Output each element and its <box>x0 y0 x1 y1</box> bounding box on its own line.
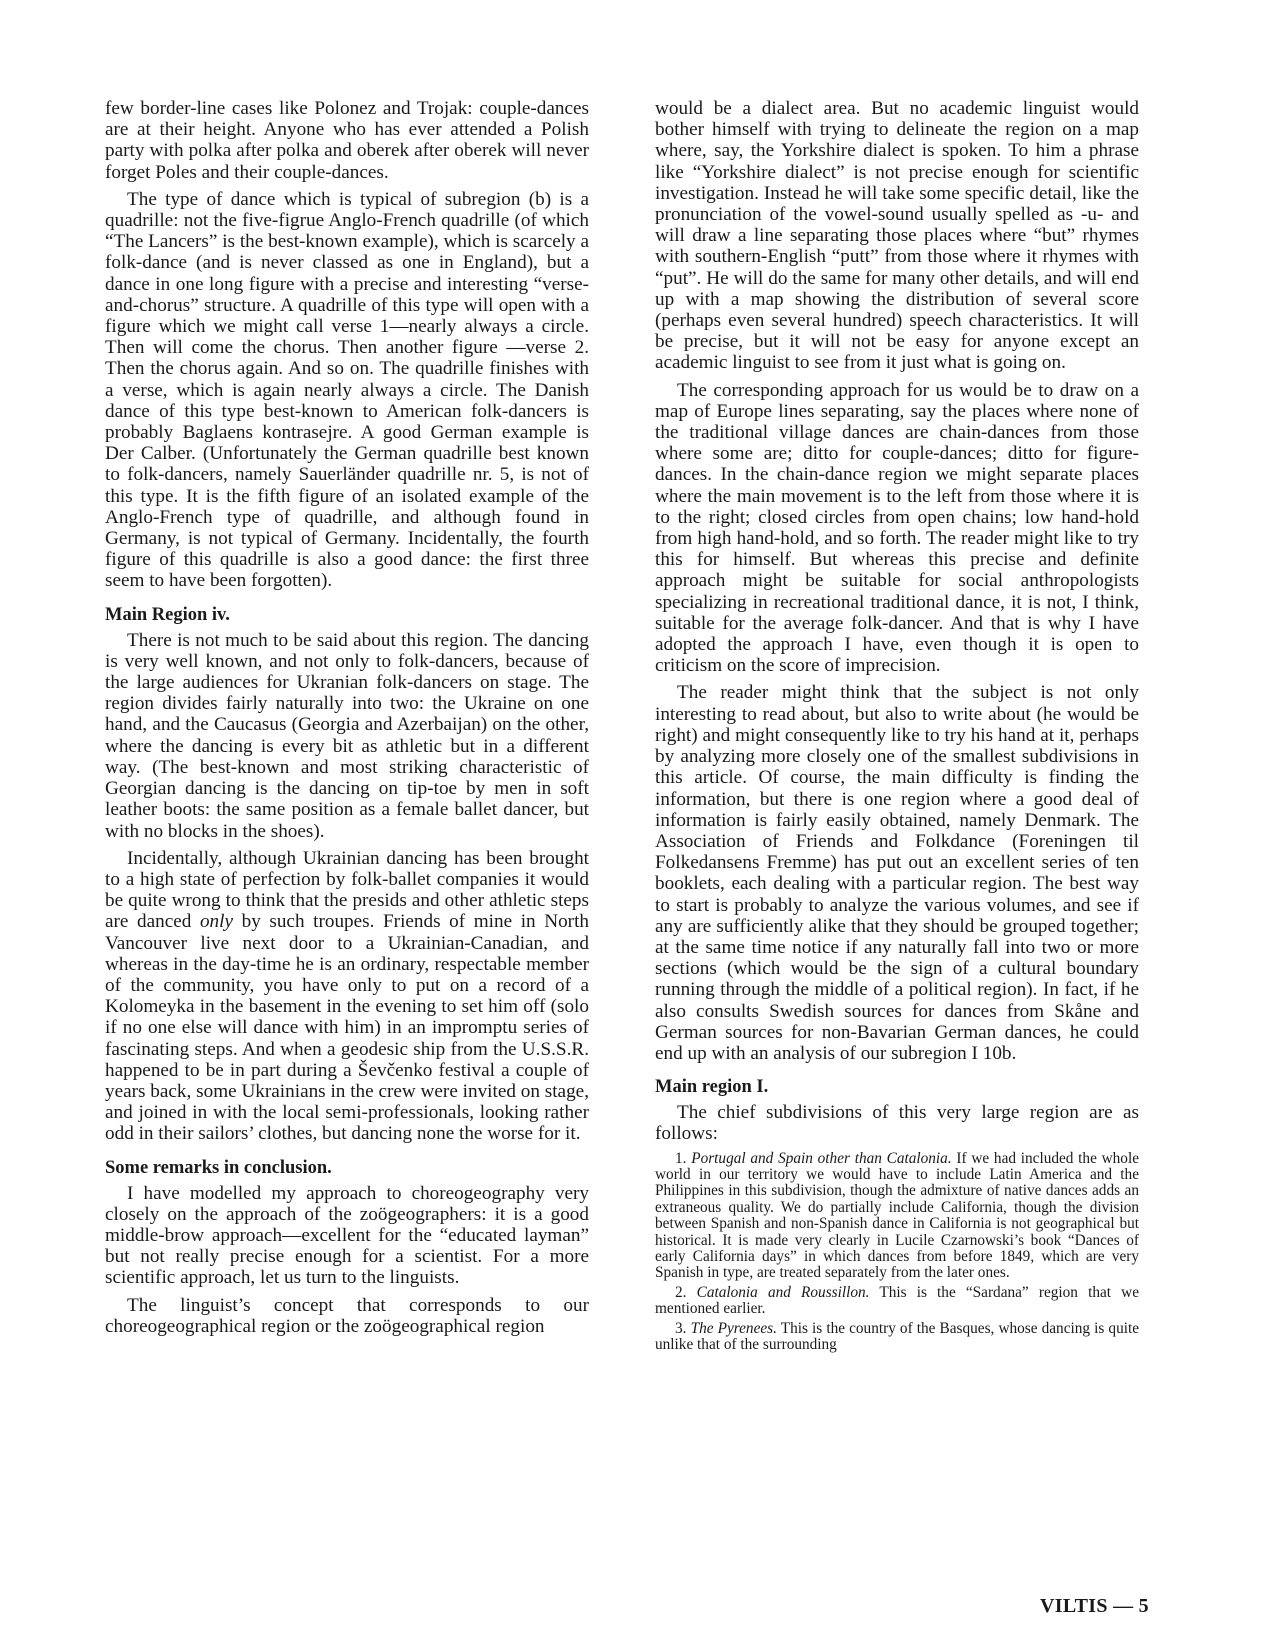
text-run: Incidentally, although Ukrainian dancing has been brought to a high state of perfection by folk-ballet companies it would be quite wrong to think that the presids and other athletic steps are danced <box>105 847 589 933</box>
item-title: Portugal and Spain other than Catalonia. <box>691 1149 952 1167</box>
item-number: 2. <box>675 1283 697 1301</box>
item-number: 1. <box>675 1149 692 1167</box>
text-run: by such troupes. Friends of mine in North Vancouver live next door to a Ukrainian-Canadian, and whereas in the day-time he is an ordinary, respectable member of the community, you have only to put on a record of a Kolomeyka in the basement in the evening to set him off (solo if no one else will dance with him) in an impromptu series of fascinating steps. And when a geodesic ship from the U.S.S.R. happened to be in part during a Ševčenko festival a couple of years back, some Ukrainians in the crew were invited on stage, and joined in with the local semi-professionals, looking rather odd in their sailors’ clothes, but dancing none the worse for it. <box>105 911 589 1145</box>
right-column <box>655 98 1139 1356</box>
item-text: This is the country of the Basques, whose dancing is quite unlike that of the surrounding <box>655 1319 1140 1354</box>
emphasis: only <box>199 911 233 933</box>
section-heading: Main Region iv. <box>105 604 230 625</box>
section-heading: Some remarks in conclusion. <box>105 1157 332 1178</box>
list-item <box>655 1285 1139 1318</box>
paragraph: I have modelled my approach to choreogeography very closely on the approach of the zoögeographers: it is a good middle-brow approach—excellent for the “educated layman” but not really precise enough for a scientist. For a more scientific approach, let us turn to the linguists. <box>105 1182 589 1289</box>
item-number: 3. <box>675 1319 691 1337</box>
item-text: If we had included the whole world in our territory we would have to include Latin America and the Philippines in this subdivision, though the admixture of native dances adds an extraneous quality. We do partially include California, though the division between Spanish and non-Spanish dance in California is not geographical but historical. It is made very clearly in Lucile Czarnowski’s book “Dances of early California days” in which dances from before 1849, which are very Spanish in type, are treated separately from the later ones. <box>655 1149 1139 1282</box>
list-item <box>655 1151 1139 1282</box>
paragraph: would be a dialect area. But no academic linguist would bother himself with trying to delineate the region on a map where, say, the Yorkshire dialect is spoken. To him a phrase like “Yorkshire dialect” is not precise enough for scientific investigation. Instead he will take some specific detail, like the pronunciation of the vowel-sound usually spelled as -u- and will draw a line separating those places where “but” rhymes with southern-English “putt” from those where it rhymes with “put”. He will do the same for many other details, and will end up with a map showing the distribution of several score (perhaps even several hundred) speech characteristics. It will be precise, but it will not be easy for anyone except an academic linguist to see from it just what is going on. <box>655 98 1139 374</box>
list-item <box>655 1321 1139 1354</box>
item-title: The Pyrenees. <box>690 1319 777 1337</box>
paragraph: The type of dance which is typical of subregion (b) is a quadrille: not the five-figrue Anglo-French quadrille (of which “The Lancers” is the best-known example), which is scarcely a folk-dance (and is never classed as one in England), but a dance in one long figure with a precise and interesting “verse-and-chorus” structure. A quadrille of this type will open with a figure which we might call verse 1—nearly always a circle. Then will come the chorus. Then another figure —verse 2. Then the chorus again. And so on. The quadrille finishes with a verse, which is again nearly always a circle. The Danish dance of this type best-known to American folk-dancers is probably Baglaens kontrasejre. A good German example is Der Calber. (Unfortunately the German quadrille best known to folk-dancers, namely Sauerländer quadrille nr. 5, is not of this type. It is the fifth figure of an isolated example of the Anglo-French type of quadrille, and although found in Germany, is not typical of Germany. Incidentally, the fourth figure of this quadrille is also a good dance: the first three seem to have been forgotten). <box>105 188 589 592</box>
section-heading: Main region I. <box>655 1077 769 1098</box>
item-title: Catalonia and Roussillon. <box>696 1283 870 1301</box>
item-text: This is the “Sardana” region that we mentioned earlier. <box>655 1283 1140 1318</box>
paragraph <box>105 848 589 1145</box>
page-footer: VILTIS — 5 <box>1040 1595 1149 1617</box>
paragraph: The reader might think that the subject is not only interesting to read about, but also to write about (he would be right) and might consequently like to try his hand at it, perhaps by analyzing more closely one of the smallest subdivisions in this article. Of course, the main difficulty is finding the information, but there is one region where a good deal of information is fairly easily obtained, namely Denmark. The Association of Friends and Folkdance (Foreningen til Folkedansens Fremme) has put out an excellent series of ten booklets, each dealing with a particular region. The best way to start is probably to analyze the various volumes, and see if any are sufficiently alike that they should be grouped together; at the same time notice if any naturally fall into two or more sections (which would be the sign of a cultural boundary running through the middle of a political region). In fact, if he also consults Swedish sources for dances from Skåne and German sources for non-Bavarian German dances, he could end up with an analysis of our subregion I 10b. <box>655 682 1139 1064</box>
paragraph: The linguist’s concept that corresponds to our choreogeographical region or the zoögeographical region <box>105 1294 589 1337</box>
paragraph: There is not much to be said about this region. The dancing is very well known, and not only to folk-dancers, because of the large audiences for Ukranian folk-dancers on stage. The region divides fairly naturally into two: the Ukraine on one hand, and the Caucasus (Georgia and Azerbaijan) on the other, where the dancing is every bit as athletic but in a different way. (The best-known and most striking characteristic of Georgian dancing is the dancing on tip-toe by men in soft leather boots: the same position as a female ballet dancer, but with no blocks in the shoes). <box>105 629 589 842</box>
paragraph: The corresponding approach for us would be to draw on a map of Europe lines separating, say the places where none of the traditional village dances are chain-dances from those where some are; ditto for couple-dances; ditto for figure-dances. In the chain-dance region we might separate places where the main movement is to the left from those where it is to the right; closed circles from open chains; low hand-hold from high hand-hold, and so forth. The reader might like to try this for himself. But whereas this precise and definite approach might be suitable for social anthropologists specializing in recreational traditional dance, it is not, I think, suitable for the average folk-dancer. And that is why I have adopted the approach I have, even though it is open to criticism on the score of imprecision. <box>655 379 1139 677</box>
left-column <box>105 98 589 1343</box>
paragraph: The chief subdivisions of this very large region are as follows: <box>655 1102 1139 1145</box>
paragraph: few border-line cases like Polonez and Trojak: couple-dances are at their height. Anyone who has ever attended a Polish party with polka after polka and oberek after oberek will never forget Poles and their couple-dances. <box>105 98 589 183</box>
